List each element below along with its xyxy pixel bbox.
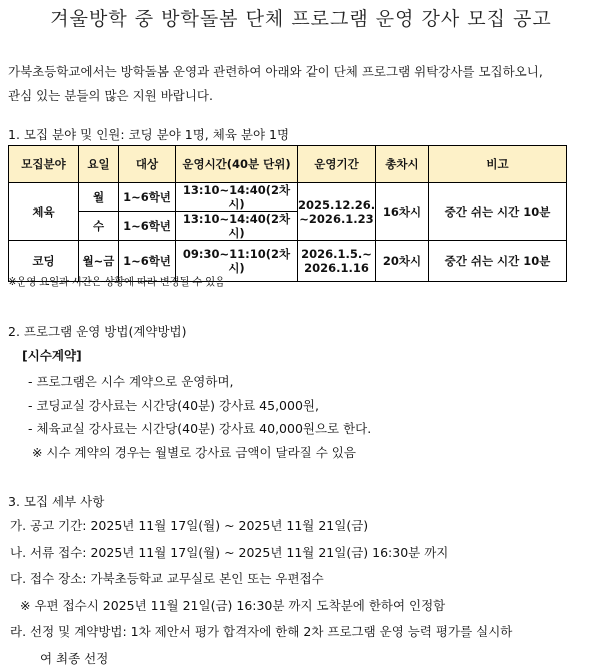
intro-paragraph	[8, 60, 594, 108]
page-title: 겨울방학 중 방학돌봄 단체 프로그램 운영 강사 모집 공고	[0, 4, 602, 31]
coding-total-cell: 20차시	[376, 241, 429, 282]
list-item: - 코딩교실 강사료는 시간당(40분) 강사료 45,000원,	[28, 394, 371, 418]
header-time: 운영시간(40분 단위)	[176, 146, 298, 183]
recruitment-table	[8, 145, 567, 282]
section-2-heading: 2. 프로그램 운영 방법(계약방법)	[8, 322, 187, 340]
table-row	[9, 183, 567, 212]
intro-line-1: 가북초등학교에서는 방학돌봄 운영과 관련하여 아래와 같이 단체 프로그램 위탁강사를 모집하오니,	[8, 60, 594, 84]
coding-period-end: 2026.1.16	[298, 261, 375, 275]
coding-period-start: 2026.1.5.~	[298, 247, 375, 261]
selection-method-item: 라. 선정 및 계약방법: 1차 제안서 평가 합격자에 한해 2차 프로그램 운영 능력 평가를 실시하	[10, 619, 596, 646]
coding-period-cell	[298, 241, 376, 282]
pe-total-cell: 16차시	[376, 183, 429, 241]
header-day: 요일	[79, 146, 119, 183]
pe-period-end: ~2026.1.23	[298, 212, 375, 226]
pe-period-start: 2025.12.26.	[298, 198, 375, 212]
recruitment-details-list	[10, 513, 596, 672]
list-item: - 프로그램은 시수 계약으로 운영하며,	[28, 370, 371, 394]
list-item: - 체육교실 강사료는 시간당(40분) 강사료 40,000원으로 한다.	[28, 417, 371, 441]
header-period: 운영기간	[298, 146, 376, 183]
coding-note-cell: 중간 쉬는 시간 10분	[429, 241, 567, 282]
intro-line-2: 관심 있는 분들의 많은 지원 바랍니다.	[8, 84, 594, 108]
section-3-heading: 3. 모집 세부 사항	[8, 492, 104, 510]
pe-day-2: 수	[79, 212, 119, 241]
mail-submission-note: ※ 우편 접수시 2025년 11월 21일(금) 16:30분 까지 도착분에 한하여 인정함	[10, 593, 596, 620]
list-item: ※ 시수 계약의 경우는 월별로 강사료 금액이 달라질 수 있음	[28, 441, 371, 465]
contract-method-list	[28, 370, 371, 464]
header-field: 모집분야	[9, 146, 79, 183]
pe-field-cell: 체육	[9, 183, 79, 241]
pe-note-cell: 중간 쉬는 시간 10분	[429, 183, 567, 241]
coding-target: 1~6학년	[119, 241, 176, 282]
coding-time: 09:30~11:10(2차시)	[176, 241, 298, 282]
contract-type-label: [시수계약]	[22, 346, 82, 364]
schedule-footnote: ※운영 요일과 시간은 상황에 따라 변경될 수 있음	[8, 274, 225, 289]
section-1-heading: 1. 모집 분야 및 인원: 코딩 분야 1명, 체육 분야 1명	[8, 125, 289, 143]
pe-time-2: 13:10~14:40(2차시)	[176, 212, 298, 241]
pe-target-1: 1~6학년	[119, 183, 176, 212]
header-target: 대상	[119, 146, 176, 183]
header-total: 총차시	[376, 146, 429, 183]
table-header-row	[9, 146, 567, 183]
pe-target-2: 1~6학년	[119, 212, 176, 241]
submission-place-item: 다. 접수 장소: 가북초등학교 교무실로 본인 또는 우편접수	[10, 566, 596, 593]
coding-day: 월~금	[79, 241, 119, 282]
pe-period-cell	[298, 183, 376, 241]
pe-time-1: 13:10~14:40(2차시)	[176, 183, 298, 212]
notice-period-item: 가. 공고 기간: 2025년 11월 17일(월) ~ 2025년 11월 21일(금)	[10, 513, 596, 540]
document-submission-item: 나. 서류 접수: 2025년 11월 17일(월) ~ 2025년 11월 21일(금) 16:30분 까지	[10, 540, 596, 567]
selection-method-continued: 여 최종 선정	[10, 646, 596, 672]
pe-day-1: 월	[79, 183, 119, 212]
header-note: 비고	[429, 146, 567, 183]
coding-field-cell: 코딩	[9, 241, 79, 282]
